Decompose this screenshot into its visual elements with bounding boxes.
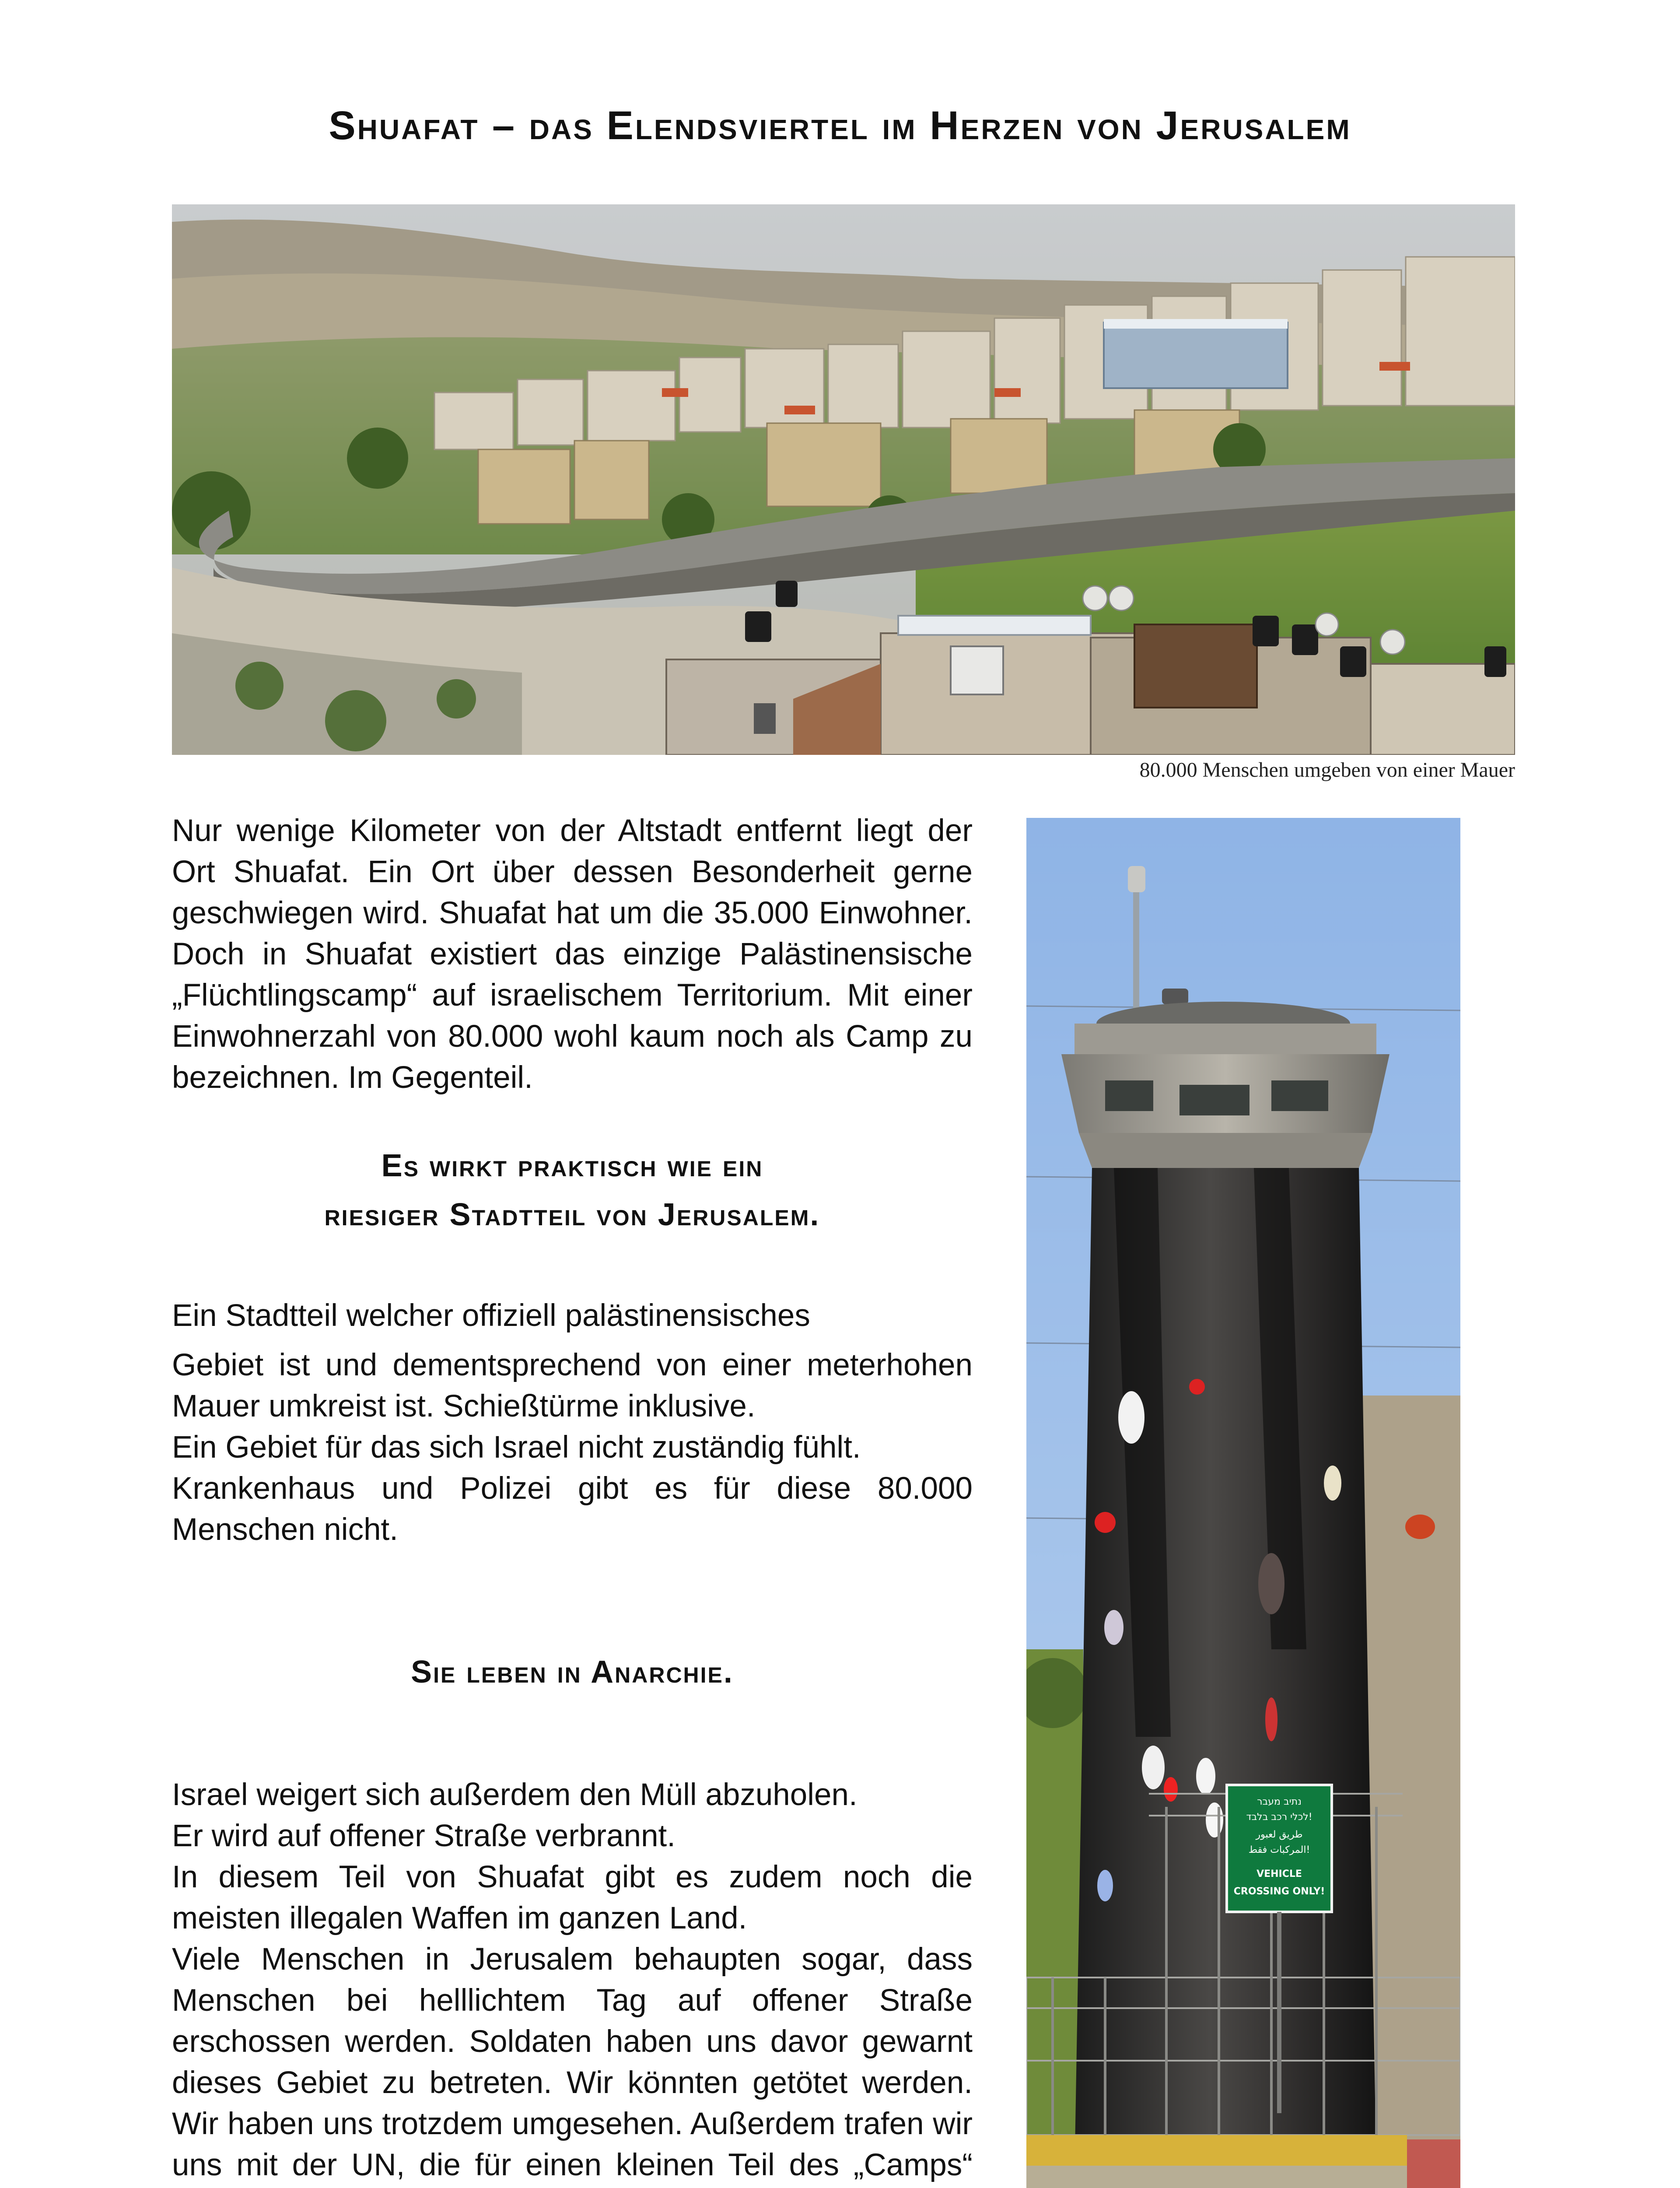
- sign-arabic-line-1: طريق لعبور: [1256, 1829, 1303, 1840]
- page-title: Shuafat – das Elendsviertel im Herzen von Jerusalem: [329, 103, 1351, 148]
- shuafat-panorama-photo: [172, 204, 1515, 755]
- highlight-anarchy: Sie leben in Anarchie.: [411, 1655, 734, 1690]
- hero-photo-caption: 80.000 Menschen umgeben von einer Mauer: [1139, 758, 1515, 782]
- highlight-line-1: Es wirkt praktisch wie ein: [381, 1148, 763, 1183]
- panorama-illustration: [172, 204, 1515, 755]
- sign-arabic-line-2: المركبات فقط!: [1248, 1844, 1310, 1855]
- waste-paragraph-line-1: Israel weigert sich außerdem den Müll abzuholen.: [172, 1778, 858, 1812]
- watchtower-illustration: [1026, 818, 1460, 2188]
- watchtower-photo: [1026, 818, 1460, 2188]
- sign-hebrew-line-1: נתיב מעבר: [1257, 1796, 1302, 1807]
- sign-hebrew-line-2: לכלי רכב בלבד!: [1246, 1812, 1312, 1823]
- district-paragraph-line-1: Ein Stadtteil welcher offiziell palästinensisches: [172, 1298, 810, 1333]
- waste-paragraph-line-2: Er wird auf offener Straße verbrannt.: [172, 1819, 676, 1853]
- sign-english-line-1: VEHICLE: [1256, 1869, 1302, 1879]
- highlight-practically-district: [172, 1141, 973, 1239]
- highlight-line-2: riesiger Stadtteil von Jerusalem.: [324, 1197, 820, 1232]
- district-paragraph-line-3: Ein Gebiet für das sich Israel nicht zuständig fühlt.: [172, 1430, 861, 1465]
- district-paragraph-line-4: Krankenhaus und Polizei gibt es für diese 80.000 Menschen nicht.: [172, 1471, 973, 1547]
- intro-paragraph: Nur wenige Kilometer von der Altstadt entfernt liegt der Ort Shuafat. Ein Ort über dessen Besonderheit gerne geschwiegen wird. Shuafat hat um die 35.000 Einwohner. Doch in Shuafat existiert das einzige Palästinensische „Flüchtlingscamp“ auf israelischem Territorium. Mit einer Einwohnerzahl von 80.000 wohl kaum noch als Camp zu bezeichnen. Im Gegenteil.: [172, 813, 973, 1095]
- sign-english-line-2: CROSSING ONLY!: [1233, 1886, 1325, 1897]
- waste-paragraph-line-4: Viele Menschen in Jerusalem behaupten sogar, dass Menschen bei helllichtem Tag auf offener Straße erschossen werden. Soldaten haben uns davor gewarnt dieses Gebiet zu betreten. Wir könnten getötet werden. Wir haben uns trotzdem umgesehen. Außerdem trafen wir uns mit der UN, die für einen kleinen Teil des „Camps“: [172, 1942, 973, 2182]
- district-paragraph-line-2: Gebiet ist und dementsprechend von einer meterhohen Mauer umkreist ist. Schießtürme inklusive.: [172, 1348, 973, 1424]
- waste-paragraph-line-3: In diesem Teil von Shuafat gibt es zudem noch die meisten illegalen Waffen im ganzen Land.: [172, 1860, 973, 1936]
